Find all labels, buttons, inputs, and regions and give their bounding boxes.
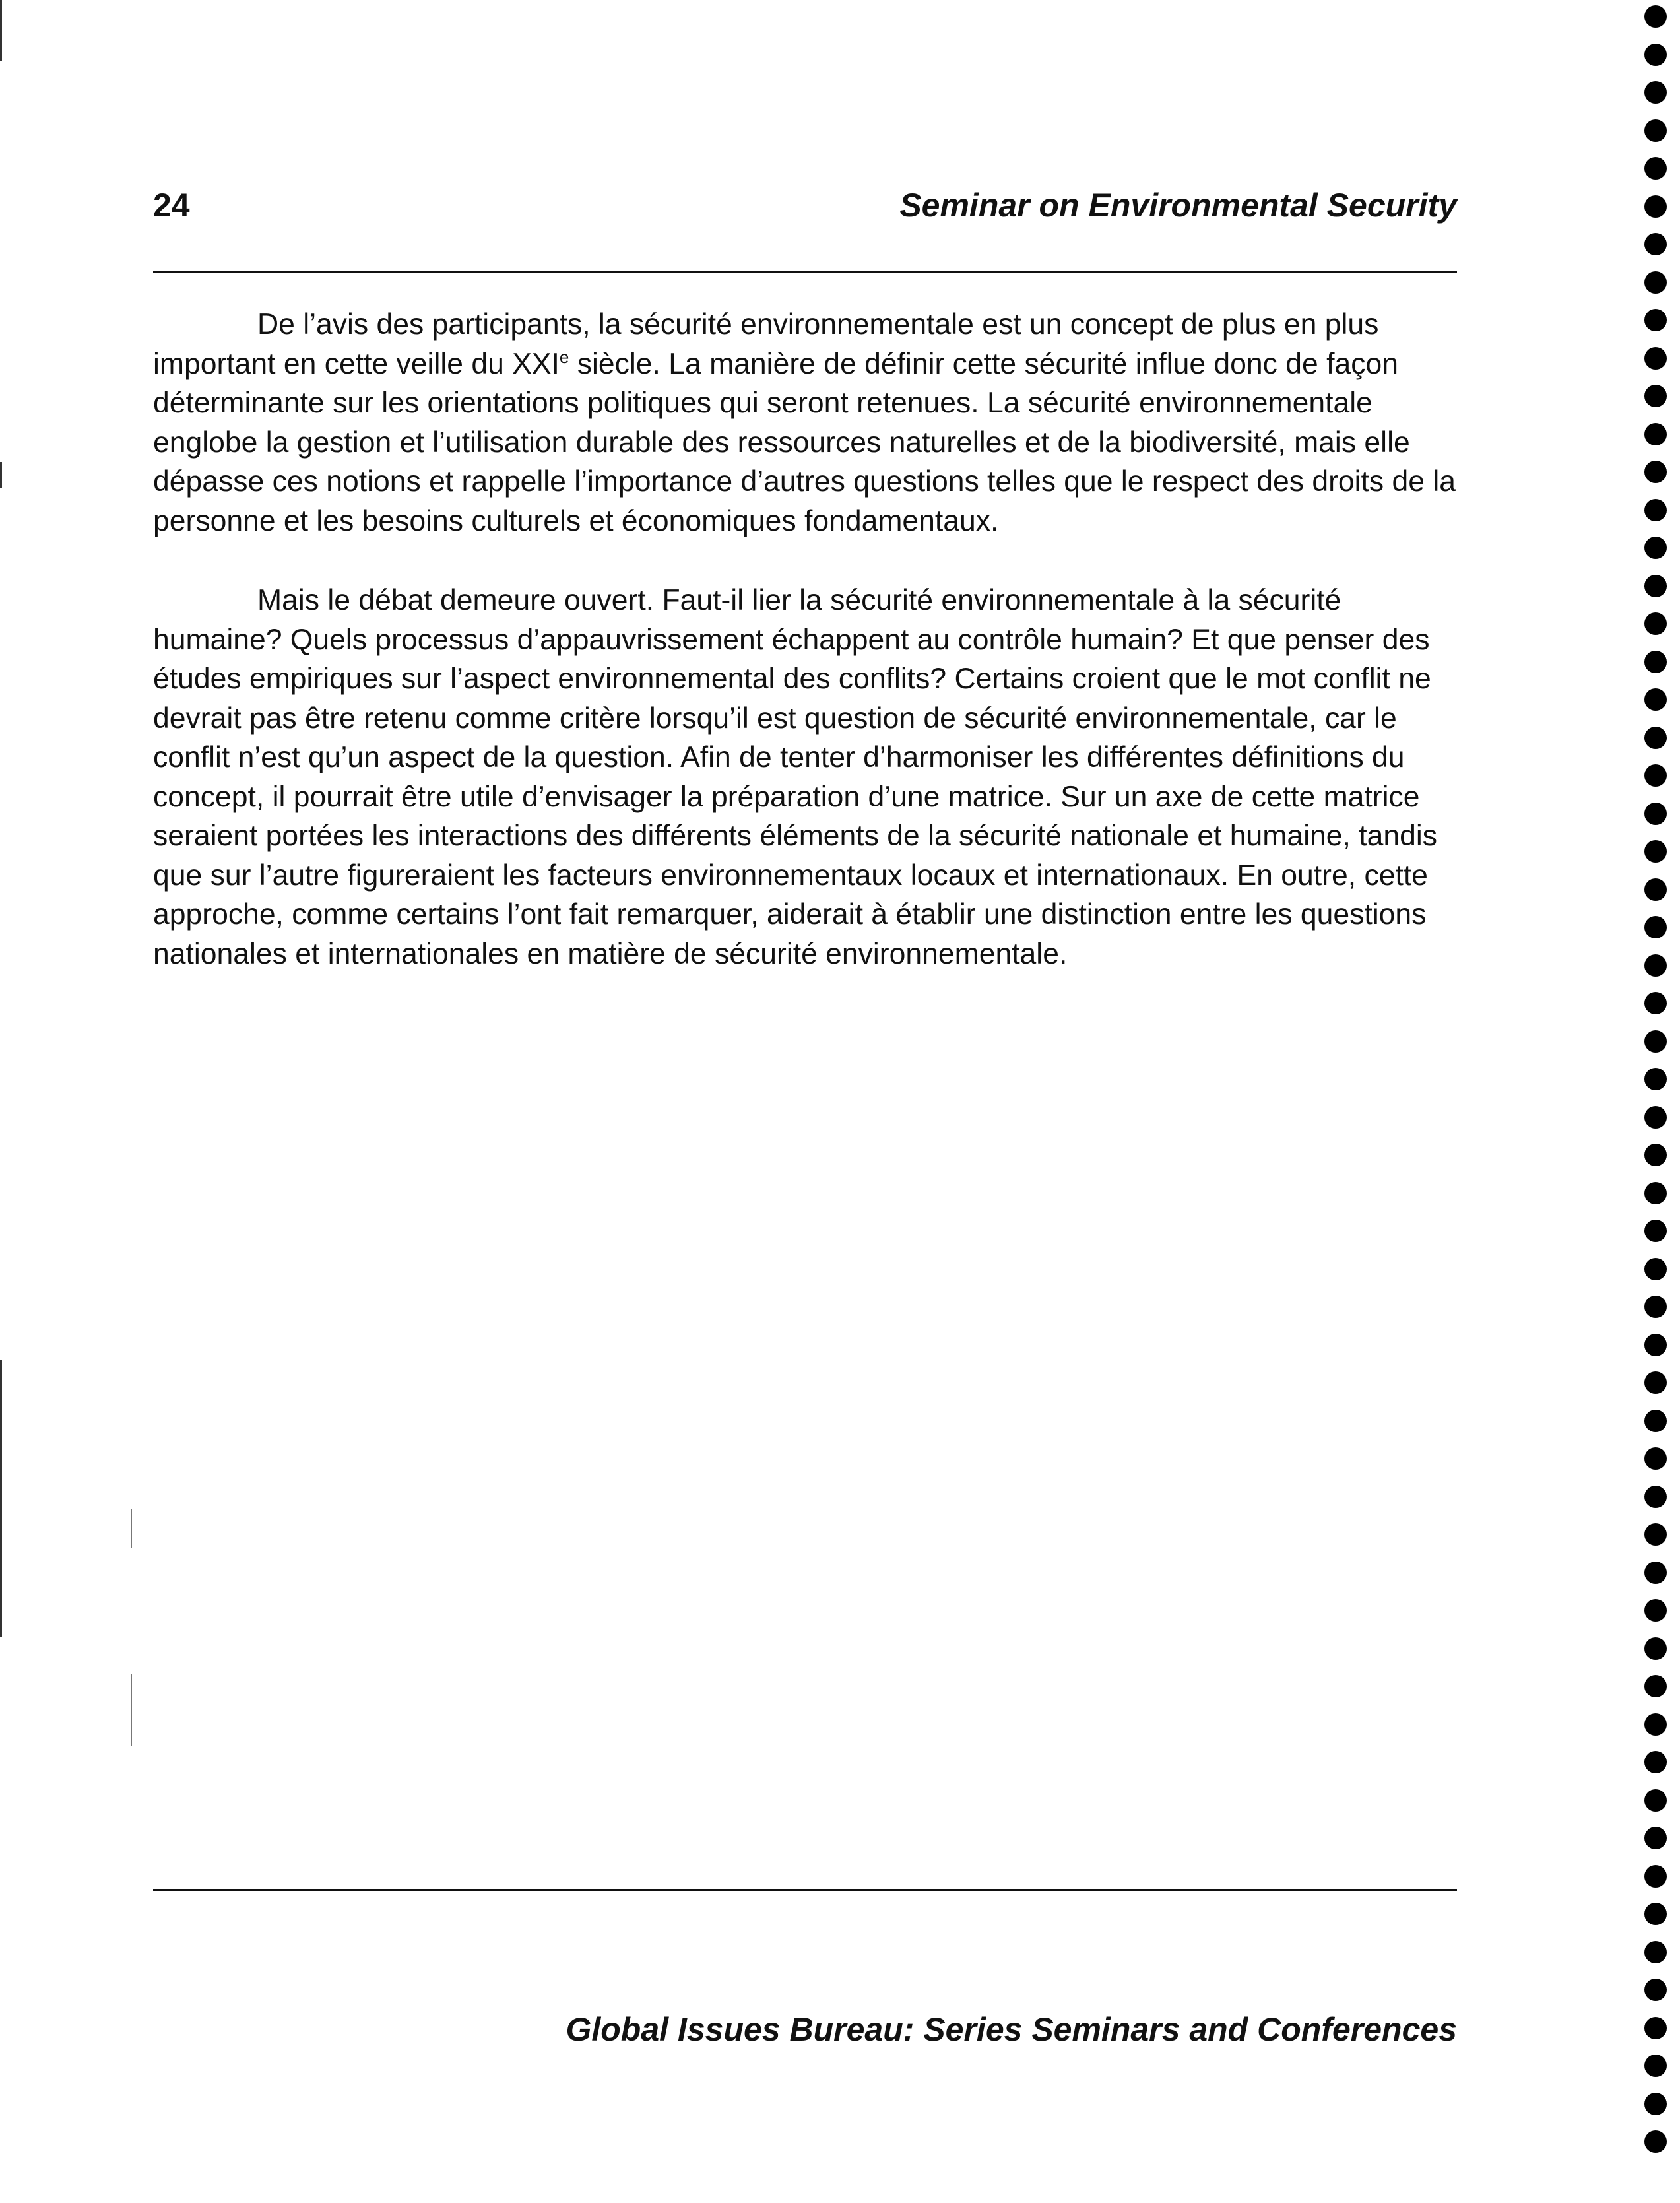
binding-hole — [1644, 1637, 1667, 1660]
header-rule — [153, 271, 1457, 273]
binding-hole — [1644, 1334, 1667, 1356]
running-header-title: Seminar on Environmental Security — [899, 187, 1457, 224]
binding-hole — [1644, 992, 1667, 1014]
binding-hole — [1644, 1599, 1667, 1622]
scan-edge-mark — [0, 1360, 2, 1637]
binding-hole — [1644, 119, 1667, 142]
binding-hole — [1644, 271, 1667, 294]
binding-hole — [1644, 1789, 1667, 1812]
binding-hole — [1644, 803, 1667, 825]
superscript: e — [559, 346, 569, 367]
scan-mark — [131, 1509, 132, 1548]
binding-hole — [1644, 537, 1667, 559]
scan-edge-mark — [0, 462, 2, 488]
binding-hole — [1644, 1447, 1667, 1470]
binding-hole — [1644, 916, 1667, 938]
body-text — [153, 305, 1457, 1014]
binding-hole — [1644, 1410, 1667, 1432]
page-number: 24 — [153, 187, 190, 224]
binding-hole — [1644, 1675, 1667, 1697]
binding-hole — [1644, 195, 1667, 218]
paragraph-text: De l’avis des participants, la sécurité environnementale est un concept de plus en plus important en cette veille du XXI — [153, 308, 1379, 380]
binding-hole — [1644, 727, 1667, 749]
binding-hole — [1644, 2130, 1667, 2153]
binding-hole — [1644, 461, 1667, 483]
binding-hole — [1644, 575, 1667, 597]
binding-hole — [1644, 1941, 1667, 1963]
binding-hole — [1644, 2055, 1667, 2077]
binding-hole — [1644, 954, 1667, 977]
binding-hole — [1644, 1979, 1667, 2001]
binding-hole — [1644, 1827, 1667, 1849]
binding-hole — [1644, 2093, 1667, 2115]
binding-hole — [1644, 81, 1667, 104]
binding-hole — [1644, 347, 1667, 370]
binding-hole — [1644, 233, 1667, 255]
binding-hole — [1644, 764, 1667, 787]
binding-hole — [1644, 1713, 1667, 1736]
paragraph-text: siècle. La manière de définir cette sécurité influe donc de façon déterminante sur les orientations politiques qui seront retenues. La sécurité environnementale englobe la gestion et l’utilisation durable des ressources naturelles et de la biodiversité, mais elle dépasse ces notions et rappelle l’importance d’autres questions telles que le respect des droits de la personne et les besoins culturels et économiques fondamentaux. — [153, 347, 1456, 537]
binding-hole — [1644, 1144, 1667, 1166]
binding-hole — [1644, 1296, 1667, 1318]
binding-hole — [1644, 1903, 1667, 1925]
binding-hole — [1644, 1068, 1667, 1090]
binding-hole — [1644, 1562, 1667, 1584]
binding-hole — [1644, 1258, 1667, 1280]
paragraph: Mais le débat demeure ouvert. Faut-il lier la sécurité environnementale à la sécurité humaine? Quels processus d’appauvrissement échappent au contrôle humain? Et que penser des études empiriques sur l’aspect environnemental des conflits? Certains croient que le mot conflit ne devrait pas être retenu comme critère lorsqu’il est question de sécurité environnementale, car le conflit n’est qu’un aspect de la question. Afin de tenter d’harmoniser les différentes définitions du concept, il pourrait être utile d’envisager la préparation d’une matrice. Sur un axe de cette matrice seraient portées les interactions des différents éléments de la sécurité nationale et humaine, tandis que sur l’autre figureraient les facteurs environnementaux locaux et internationaux. En outre, cette approche, comme certains l’ont fait remarquer, aiderait à établir une distinction entre les questions nationales et internationales en matière de sécurité environnementale. — [153, 584, 1437, 970]
binding-hole — [1644, 1371, 1667, 1394]
footer-rule — [153, 1889, 1457, 1891]
spiral-binding-holes — [1644, 5, 1671, 2196]
binding-hole — [1644, 1106, 1667, 1129]
binding-hole — [1644, 1220, 1667, 1242]
binding-hole — [1644, 878, 1667, 901]
binding-hole — [1644, 1182, 1667, 1204]
binding-hole — [1644, 1486, 1667, 1508]
scan-edge-mark — [0, 0, 2, 61]
binding-hole — [1644, 1030, 1667, 1053]
binding-hole — [1644, 612, 1667, 635]
binding-hole — [1644, 423, 1667, 445]
scan-mark — [131, 1674, 132, 1746]
binding-hole — [1644, 2017, 1667, 2039]
paragraph — [153, 305, 1457, 541]
binding-hole — [1644, 1865, 1667, 1888]
binding-hole — [1644, 1523, 1667, 1546]
binding-hole — [1644, 385, 1667, 407]
binding-hole — [1644, 157, 1667, 180]
binding-hole — [1644, 5, 1667, 28]
binding-hole — [1644, 688, 1667, 711]
binding-hole — [1644, 1751, 1667, 1773]
binding-hole — [1644, 651, 1667, 673]
binding-hole — [1644, 840, 1667, 863]
binding-hole — [1644, 309, 1667, 331]
footer-series-title: Global Issues Bureau: Series Seminars and Conferences — [565, 2011, 1457, 2048]
binding-hole — [1644, 499, 1667, 521]
binding-hole — [1644, 44, 1667, 66]
